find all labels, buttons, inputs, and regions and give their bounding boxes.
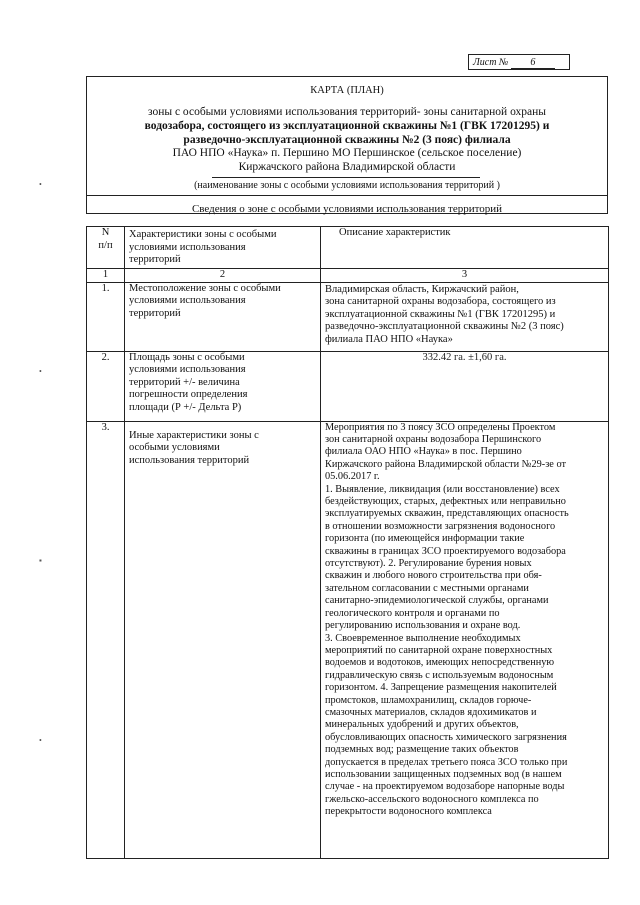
document-title: КАРТА (ПЛАН): [310, 85, 384, 96]
index-2: 2: [125, 269, 321, 283]
row-characteristic: Площадь зоны с особыми условиями использования территорий +/- величина погрешности определения площади (Р +/- Дельта Р): [125, 351, 321, 421]
row-description: 332.42 га. ±1,60 га.: [321, 351, 609, 421]
sheet-label: Лист №: [473, 57, 509, 68]
sheet-number-box: [468, 54, 570, 70]
scan-speck: •: [39, 367, 42, 376]
scan-speck: ▪: [39, 556, 42, 565]
caption-divider: [86, 195, 608, 196]
scan-speck: •: [39, 736, 42, 745]
zone-name-caption: (наименование зоны с особыми условиями использования территорий ): [194, 180, 500, 191]
table-index-row: [87, 269, 609, 283]
row-description: Владимирская область, Киржачский район, зона санитарной охраны водозабора, состоящего из эксплуатационной скважины №1 (ГВК 17201295) и разведочно-эксплуатационной скважины №2 (3 пояс) филиала ПАО НПО «Наука»: [321, 282, 609, 351]
table-row: [87, 421, 609, 858]
header-characteristic: Характеристики зоны с особыми условиями использования территорий: [125, 227, 321, 269]
index-3: 3: [321, 269, 609, 283]
row-characteristic: Иные характеристики зоны с особыми условиями использования территорий: [125, 421, 321, 858]
zone-name-line-1: зоны с особыми условиями использования территорий- зоны санитарной охраны: [147, 106, 547, 118]
row-characteristic: Местоположение зоны с особыми условиями использования территорий: [125, 282, 321, 351]
scan-speck: •: [39, 180, 42, 189]
characteristics-table: [86, 226, 609, 859]
index-1: 1: [87, 269, 125, 283]
row-num: 3.: [87, 421, 125, 858]
header-num: N п/п: [87, 227, 125, 269]
sheet-number: 6: [511, 57, 555, 69]
zone-name-line-3: разведочно-эксплуатационной скважины №2 (3 пояс) филиала: [183, 133, 511, 146]
row-num: 2.: [87, 351, 125, 421]
zone-name-line-2: водозабора, состоящего из эксплуатационной скважины №1 (ГВК 17201295) и: [144, 119, 550, 132]
table-row: [87, 351, 609, 421]
section-title: Сведения о зоне с особыми условиями использования территорий: [191, 203, 503, 215]
row-num: 1.: [87, 282, 125, 351]
table-header-row: [87, 227, 609, 269]
header-description: Описание характеристик: [321, 227, 609, 269]
row-description: Мероприятия по 3 поясу ЗСО определены Проектом зон санитарной охраны водозабора Першинского филиала ОАО НПО «Наука» в пос. Першино Киржачского района Владимирской области №29-зе от 05.06.2017 г. 1. Выявление, ликвидация (или восстановление) всех бездействующих, старых, дефектных или неправильно эксплуатируемых скважин, представляющих опасность в отношении возможности загрязнения водоносного горизонта (по имеющейся информации такие скважины в границах ЗСО проектируемого водозабора отсутствуют). 2. Регулирование бурения новых скважин и любого нового строительства при обя- зательном согласовании с местными органами санитарно-эпидемиологической службы, органами геологического контроля и органами по регулированию использования и охране вод. 3. Своевременное выполнение необходимых мероприятий по санитарной охране поверхностных водоемов и водотоков, имеющих непосредственную гидравлическую связь с используемым водоносным горизонтом. 4. Запрещение размещения накопителей промстоков, шламохранилищ, складов горюче- смазочных материалов, складов ядохимикатов и минеральных удобрений и других объектов, обусловливающих опасность химического загрязнения подземных вод; размещение таких объектов допускается в пределах третьего пояса ЗСО только при использовании защищенных подземных вод (в нашем случае - на проектируемом водозаборе напорные воды гжельско-ассельского водоносного комплекса по перекрытости водоносного комплекса: [321, 421, 609, 858]
table-row: [87, 282, 609, 351]
zone-name-line-4: ПАО НПО «Наука» п. Першино МО Першинское (сельское поселение): [172, 147, 522, 160]
zone-name-block: [100, 106, 594, 175]
zone-name-underline: [212, 177, 480, 178]
zone-name-line-5: Киржачского района Владимирской области: [238, 161, 456, 174]
